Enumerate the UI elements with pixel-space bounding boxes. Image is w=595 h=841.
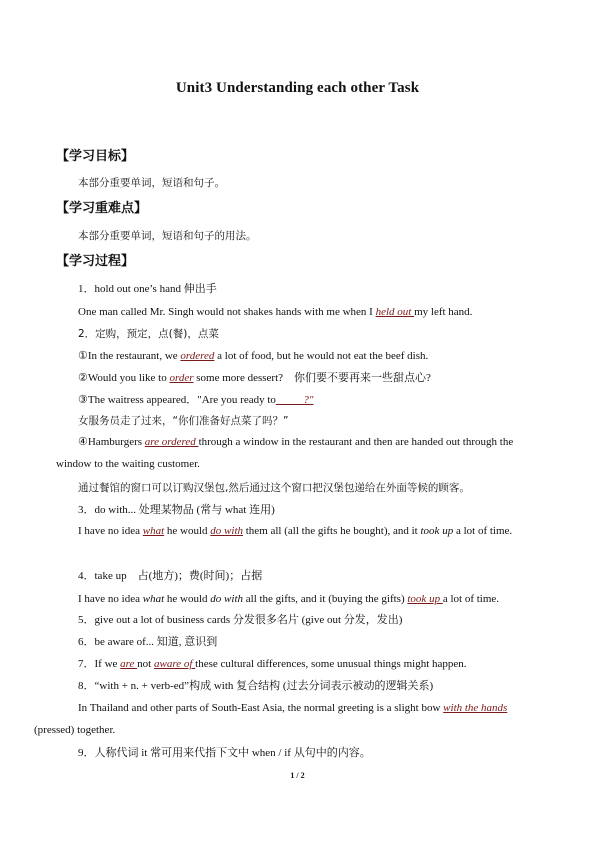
- item-2-heading: 2．定购，预定，点(餐)，点菜: [78, 328, 219, 340]
- item-2-example-c-translation: 女服务员走了过来，“你们准备好点菜了吗？”: [78, 415, 289, 427]
- item-4-example: I have no idea what he would do with all the gifts, and it (buying the gifts) took up a lot of time.: [78, 593, 500, 605]
- process-heading: 【学习过程】: [56, 254, 135, 269]
- page-title: Unit3 Understanding each other Task: [175, 80, 420, 96]
- item-2-example-b: ②Would you like to order some more dessert? 你们要不要再来一些甜点心?: [78, 372, 431, 384]
- item-8-heading: 8．“with + n. + verb-ed”构成 with 复合结构 (过去分词表示被动的逻辑关系): [78, 680, 434, 692]
- item-2-example-c: ③The waitress appeared．"Are you ready to_____?": [78, 394, 314, 406]
- item-7-example: 7．If we are not aware of these cultural differences, some unusual things might happen.: [78, 658, 467, 670]
- item-1-example: One man called Mr. Singh would not shakes hands with me when I held out my left hand.: [78, 306, 473, 318]
- item-8-example: In Thailand and other parts of South-East Asia, the normal greeting is a slight bow with the hands (pressed) together.: [34, 702, 508, 736]
- goal-heading: 【学习目标】: [56, 149, 135, 164]
- difficulty-text: 本部分重要单词，短语和句子的用法。: [78, 230, 257, 242]
- page-number: 1 / 2: [290, 771, 305, 780]
- item-6-heading: 6．be aware of... 知道, 意识到: [78, 636, 218, 648]
- item-5-heading: 5．give out a lot of business cards 分发很多名片 (give out 分发，发出): [78, 614, 403, 626]
- difficulty-heading: 【学习重难点】: [56, 201, 148, 216]
- item-9-heading: 9．人称代词 it 常可用来代指下文中 when / if 从句中的内容。: [78, 747, 371, 759]
- item-1-heading: 1．hold out one’s hand 伸出手: [78, 283, 217, 295]
- goal-text: 本部分重要单词，短语和句子。: [78, 177, 225, 189]
- item-4-heading: 4．take up 占(地方)；费(时间)；占据: [78, 570, 263, 582]
- item-3-example: I have no idea what he would do with them all (all the gifts he bought), and it took up a lot of time.: [78, 525, 513, 537]
- item-3-heading: 3．do with... 处理某物品 (常与 what 连用): [78, 504, 275, 516]
- item-2-example-a: ①In the restaurant, we ordered a lot of food, but he would not eat the beef dish.: [78, 350, 429, 362]
- item-2-example-d: ④Hamburgers are ordered through a window in the restaurant and then are handed out through the window to the waiting customer.: [56, 436, 514, 470]
- item-2-example-d-translation: 通过餐馆的窗口可以订购汉堡包,然后通过这个窗口把汉堡包递给在外面等候的顾客。: [78, 482, 470, 494]
